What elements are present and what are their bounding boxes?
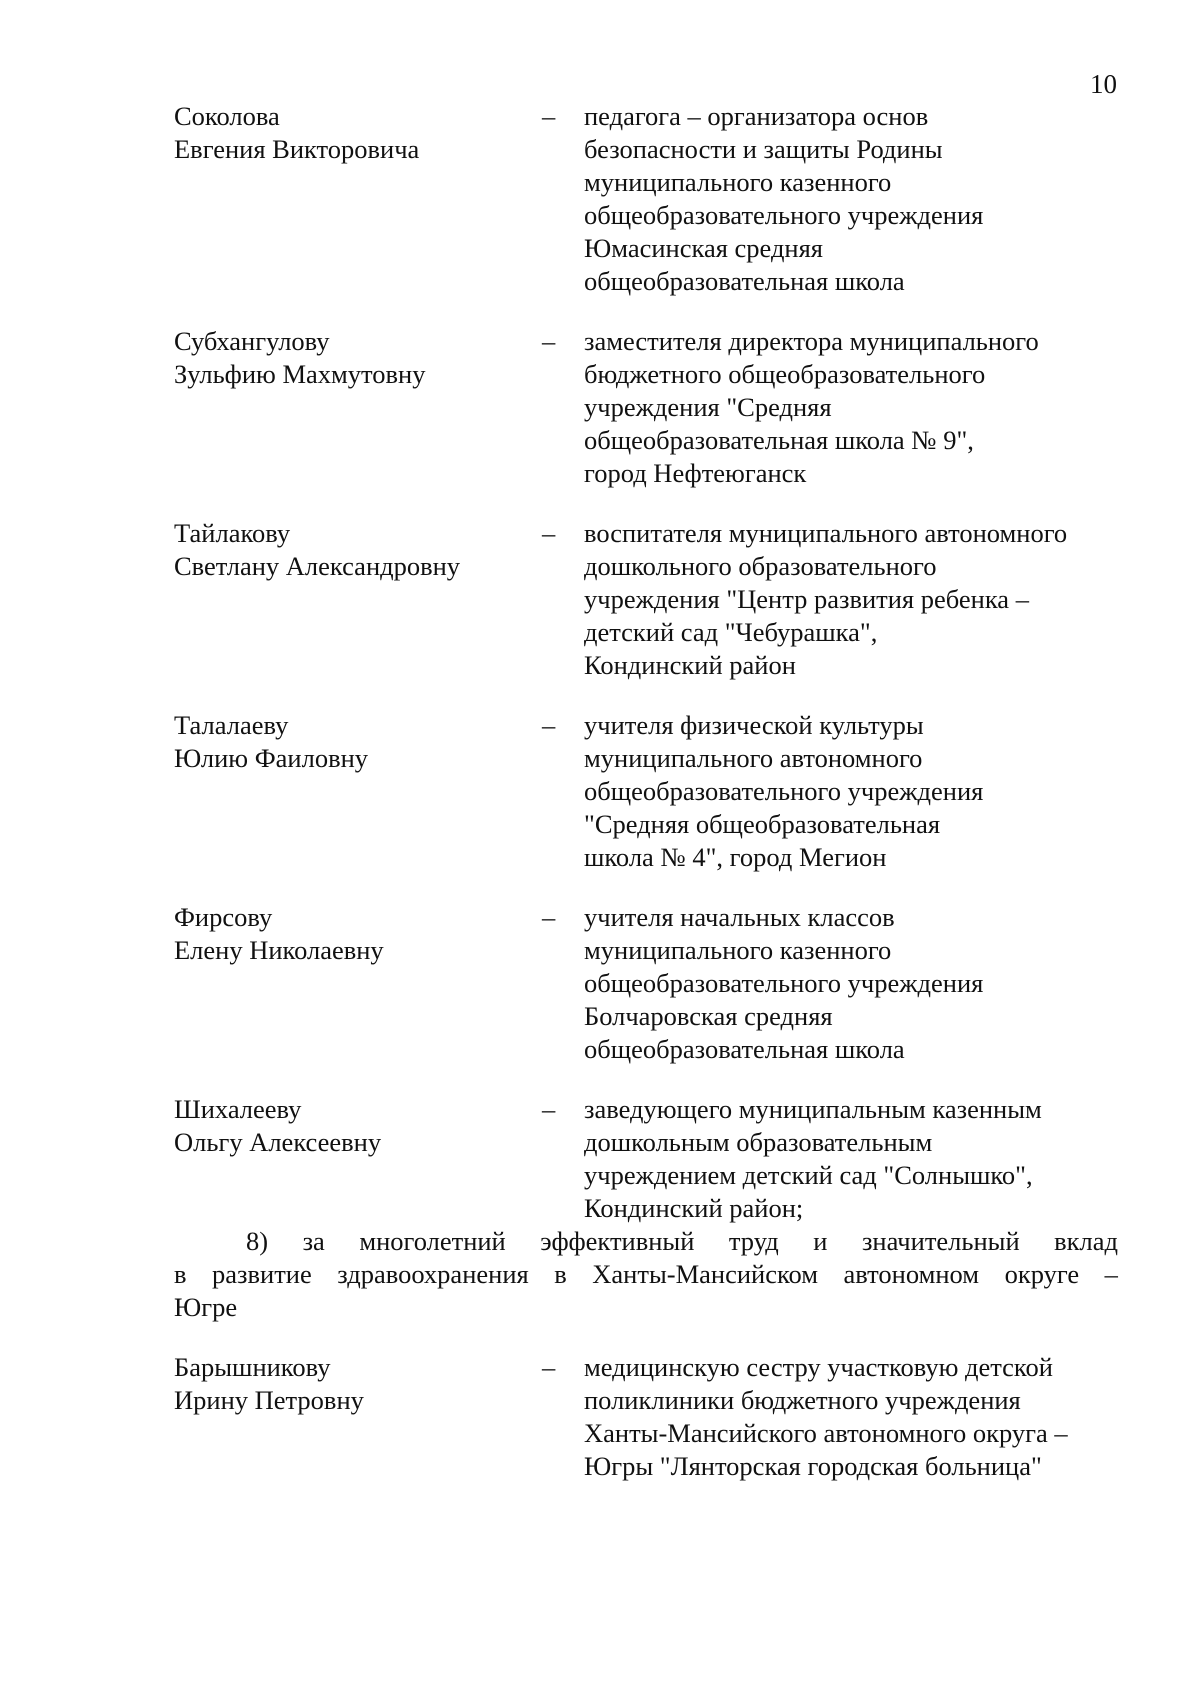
description-line: дошкольного образовательного: [584, 551, 937, 581]
given-names: Ирину Петровну: [174, 1385, 364, 1415]
description-line: город Нефтеюганск: [584, 458, 807, 488]
surname: Субхангулову: [174, 326, 330, 356]
surname: Талалаеву: [174, 710, 289, 740]
position-description: [584, 325, 1118, 490]
position-description: [584, 100, 1118, 298]
person-name: [174, 1093, 542, 1159]
description-line: воспитателя муниципального автономного: [584, 518, 1068, 548]
award-entry: [174, 1093, 1118, 1225]
word: Ханты-Мансийском: [592, 1259, 819, 1289]
given-names: Ольгу Алексеевну: [174, 1127, 382, 1157]
dash: –: [542, 1352, 556, 1382]
description-line: муниципального казенного: [584, 935, 892, 965]
description-line: Югры "Лянторская городская больница": [584, 1451, 1042, 1481]
surname: Тайлакову: [174, 518, 291, 548]
given-names: Елену Николаевну: [174, 935, 384, 965]
word: здравоохранения: [337, 1259, 529, 1289]
surname: Барышникову: [174, 1352, 331, 1382]
word: развитие: [212, 1259, 312, 1289]
description-line: заместителя директора муниципального: [584, 326, 1039, 356]
description-line: общеобразовательного учреждения: [584, 776, 984, 806]
word: 8): [246, 1226, 269, 1256]
position-description: [584, 1093, 1118, 1225]
person-name: [174, 709, 542, 775]
description-line: заведующего муниципальным казенным: [584, 1094, 1042, 1124]
description-line: учителя начальных классов: [584, 902, 895, 932]
dash: –: [542, 101, 556, 131]
description-line: педагога – организатора основ: [584, 101, 929, 131]
description-line: общеобразовательного учреждения: [584, 200, 984, 230]
word: автономном: [843, 1259, 980, 1289]
paragraph-line: [174, 1258, 1118, 1291]
word: значительный: [861, 1226, 1020, 1256]
description-line: Кондинский район: [584, 650, 796, 680]
description-line: безопасности и защиты Родины: [584, 134, 943, 164]
person-name: [174, 901, 542, 967]
surname: Фирсову: [174, 902, 273, 932]
paragraph-line: Югре: [174, 1292, 238, 1322]
surname: Соколова: [174, 101, 280, 131]
given-names: Светлану Александровну: [174, 551, 461, 581]
person-name: [174, 100, 542, 166]
dash: –: [542, 1094, 556, 1124]
dash: –: [542, 518, 556, 548]
description-line: муниципального казенного: [584, 167, 892, 197]
description-line: учреждения "Центр развития ребенка –: [584, 584, 1029, 614]
given-names: Зульфию Махмутовну: [174, 359, 426, 389]
award-entry: [174, 100, 1118, 298]
description-line: детский сад "Чебурашка",: [584, 617, 878, 647]
description-line: общеобразовательная школа: [584, 1034, 905, 1064]
award-entry: [174, 709, 1118, 874]
given-names: Юлию Фаиловну: [174, 743, 369, 773]
page-number: 10: [1090, 69, 1117, 99]
person-name: [174, 1351, 542, 1417]
surname: Шихалееву: [174, 1094, 302, 1124]
award-entry: [174, 325, 1118, 490]
person-name: [174, 517, 542, 583]
award-entry: [174, 517, 1118, 682]
dash: –: [542, 902, 556, 932]
description-line: Юмасинская средняя: [584, 233, 823, 263]
word: многолетний: [359, 1226, 506, 1256]
description-line: учителя физической культуры: [584, 710, 924, 740]
word: округе: [1004, 1259, 1080, 1289]
word: вклад: [1054, 1226, 1118, 1256]
word: в: [554, 1259, 567, 1289]
person-name: [174, 325, 542, 391]
description-line: общеобразовательного учреждения: [584, 968, 984, 998]
word: эффективный: [540, 1226, 695, 1256]
dash: –: [542, 326, 556, 356]
award-entry: [174, 901, 1118, 1066]
description-line: учреждением детский сад "Солнышко",: [584, 1160, 1033, 1190]
award-entry: [174, 1351, 1118, 1483]
description-line: Ханты-Мансийского автономного округа –: [584, 1418, 1068, 1448]
word: и: [813, 1226, 828, 1256]
word: в: [174, 1259, 187, 1289]
word: –: [1104, 1259, 1118, 1289]
description-line: общеобразовательная школа № 9",: [584, 425, 974, 455]
description-line: бюджетного общеобразовательного: [584, 359, 986, 389]
position-description: [584, 1351, 1118, 1483]
description-line: медицинскую сестру участковую детской: [584, 1352, 1053, 1382]
description-line: Болчаровская средняя: [584, 1001, 833, 1031]
section-paragraph: [174, 1225, 1118, 1324]
description-line: "Средняя общеобразовательная: [584, 809, 941, 839]
position-description: [584, 517, 1118, 682]
description-line: муниципального автономного: [584, 743, 923, 773]
word: за: [302, 1226, 325, 1256]
dash: –: [542, 710, 556, 740]
position-description: [584, 709, 1118, 874]
description-line: школа № 4", город Мегион: [584, 842, 887, 872]
description-line: общеобразовательная школа: [584, 266, 905, 296]
given-names: Евгения Викторовича: [174, 134, 420, 164]
paragraph-line: [174, 1225, 1118, 1258]
description-line: дошкольным образовательным: [584, 1127, 933, 1157]
description-line: Кондинский район;: [584, 1193, 804, 1223]
word: труд: [728, 1226, 779, 1256]
position-description: [584, 901, 1118, 1066]
award-list: [174, 100, 1118, 1483]
description-line: учреждения "Средняя: [584, 392, 832, 422]
description-line: поликлиники бюджетного учреждения: [584, 1385, 1021, 1415]
